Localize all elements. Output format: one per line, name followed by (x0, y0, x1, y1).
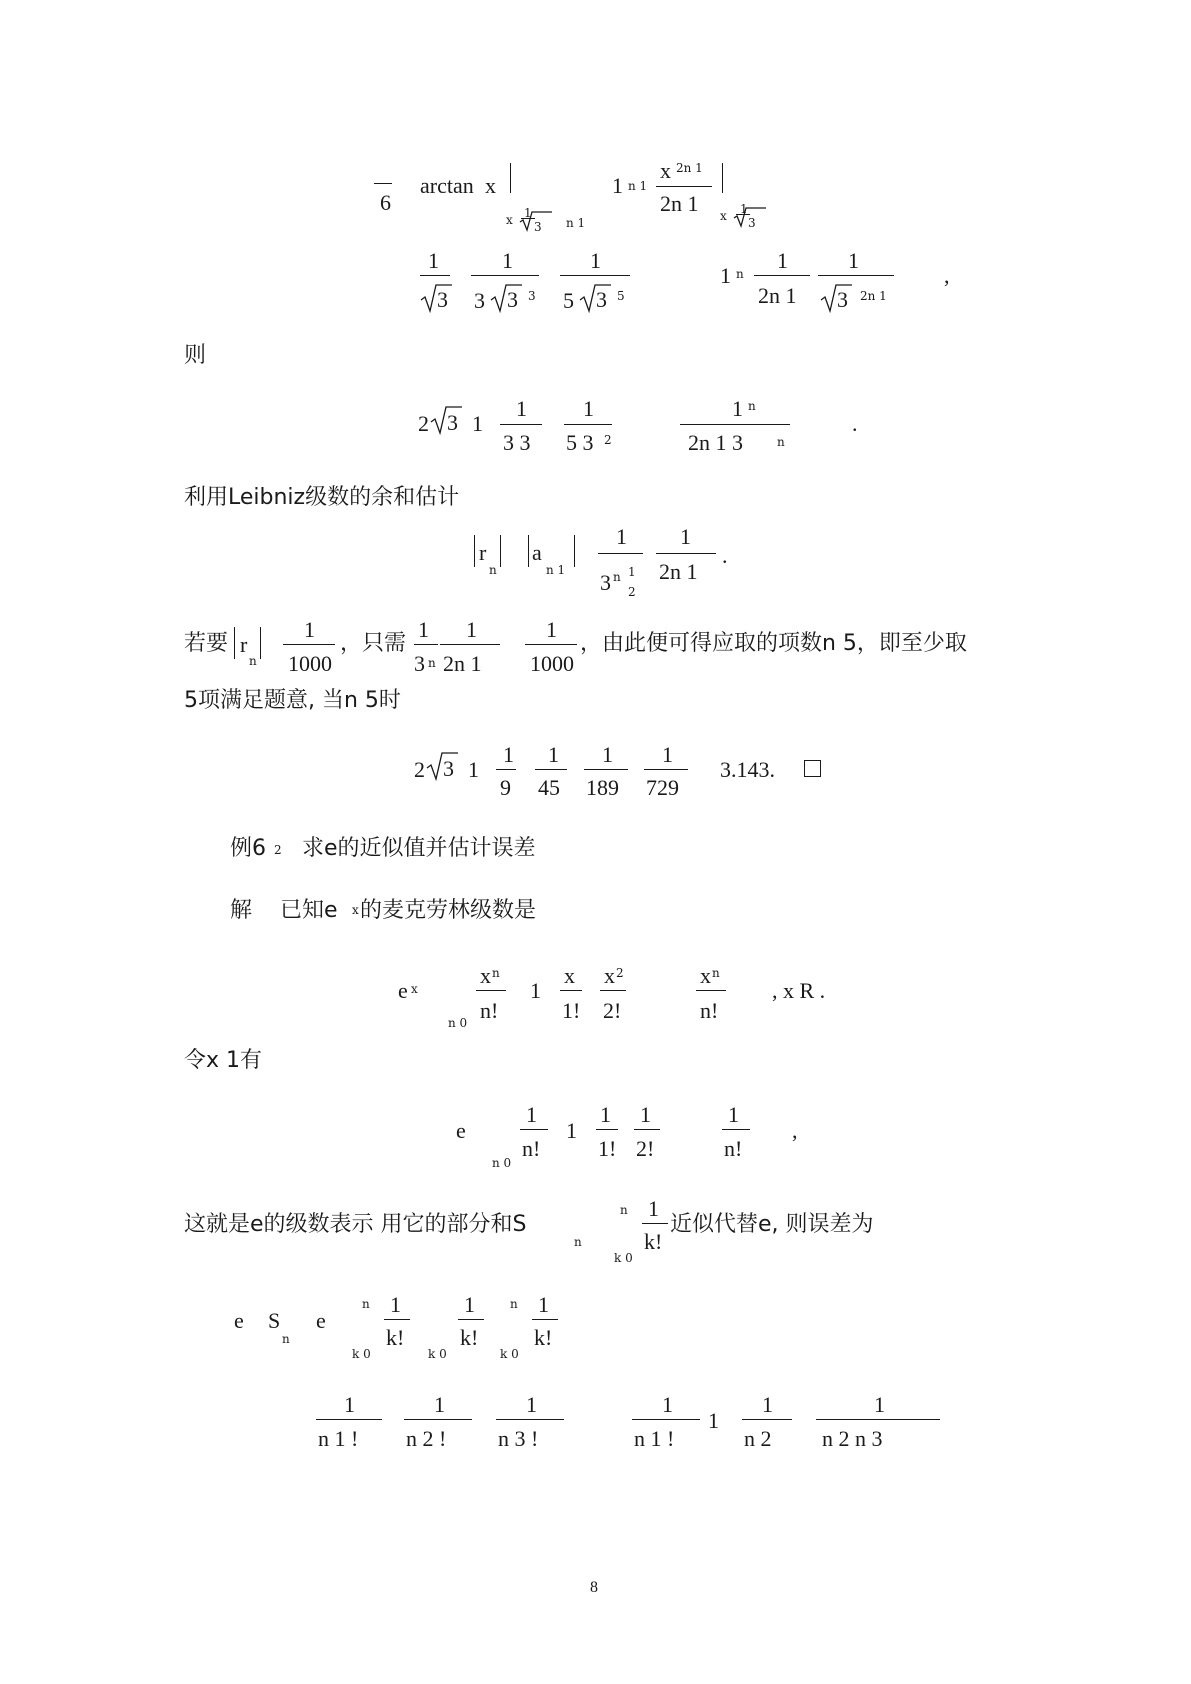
sum-lower-index: n 0 (492, 1156, 512, 1170)
frac-numerator: x (700, 963, 711, 988)
one: 1 (708, 1408, 719, 1433)
qed-square-icon (804, 760, 821, 777)
sum-lower-index: n 0 (448, 1016, 468, 1030)
frac-numerator: 1 (732, 396, 743, 421)
frac-denominator: n 3 ! (498, 1426, 539, 1451)
frac-denominator: n! (724, 1136, 743, 1161)
frac-numerator: 1 (503, 742, 514, 767)
text-ruoyao: 若要 (184, 631, 229, 656)
frac-denominator: 6 (380, 190, 391, 215)
frac-numerator: 1 (848, 248, 859, 273)
exponent-numerator: 1 (628, 565, 636, 579)
exponent: n (428, 656, 436, 670)
eval-radicand: 3 (534, 220, 542, 234)
text-error: 近似代替e, 则误差为 (670, 1212, 874, 1237)
frac-denominator: k! (460, 1325, 479, 1350)
e-symbol: e (398, 978, 408, 1003)
frac-denominator: n! (522, 1136, 541, 1161)
subscript: n (489, 563, 497, 577)
one: 1 (468, 757, 479, 782)
frac-denominator: 1! (562, 998, 581, 1023)
minus-one-base: 1 (720, 263, 731, 288)
frac-denominator: 1! (598, 1136, 617, 1161)
page-number: 8 (590, 1579, 598, 1596)
punctuation: . (722, 543, 728, 568)
example-text: 求e的近似值并估计误差 (302, 836, 536, 861)
punctuation: , (944, 263, 950, 288)
subscript: n 1 (546, 563, 566, 577)
e-symbol: e (316, 1308, 326, 1333)
sum-upper-index: n (362, 1297, 370, 1311)
frac-denominator: 3 (414, 651, 425, 676)
frac-numerator: x (564, 963, 575, 988)
coefficient: 2 (414, 757, 425, 782)
frac-denominator: 2n 1 3 (688, 430, 743, 455)
frac-denominator: 2! (603, 998, 622, 1023)
frac-denominator: k! (386, 1325, 405, 1350)
remainder-symbol: r (479, 540, 487, 565)
frac-denominator: n 2 (744, 1426, 772, 1451)
example-subnumber: 2 (274, 843, 282, 857)
frac-denominator: 2n 1 (443, 651, 482, 676)
frac-numerator: 1 (600, 1102, 611, 1127)
frac-numerator: 1 (516, 396, 527, 421)
frac-numerator: 1 (874, 1392, 885, 1417)
frac-numerator: 1 (662, 742, 673, 767)
exponent-denominator: 2 (628, 585, 636, 599)
frac-numerator: 1 (538, 1292, 549, 1317)
frac-numerator: 1 (548, 742, 559, 767)
domain-text: , x R . (772, 978, 826, 1003)
frac-numerator: x (660, 158, 671, 183)
superscript: x (411, 982, 418, 996)
exponent: 2n 1 (860, 289, 887, 303)
numerator-exponent: 2n 1 (676, 161, 703, 175)
frac-denominator: 3 3 (503, 430, 531, 455)
frac-denominator: k! (534, 1325, 553, 1350)
eval-radicand: 3 (748, 216, 756, 230)
solution-label: 解 (230, 898, 253, 923)
sum-upper-index: n (620, 1203, 628, 1217)
frac-numerator: 1 (434, 1392, 445, 1417)
frac-denominator: n! (700, 998, 719, 1023)
exponent: n (492, 966, 500, 980)
e-symbol: e (456, 1118, 466, 1143)
subscript: n (282, 1332, 290, 1346)
sum-lower-index: k 0 (500, 1347, 519, 1361)
frac-numerator: 1 (546, 617, 557, 642)
text-conclusion: ，由此便可得应取的项数n 5，即至少取 (580, 631, 967, 656)
radicand: 3 (596, 287, 607, 312)
arctan-text: arctan (420, 173, 474, 198)
frac-numerator: 1 (680, 524, 691, 549)
sum-lower-index: k 0 (352, 1347, 371, 1361)
coefficient: 5 (563, 288, 574, 313)
frac-denominator: k! (644, 1229, 663, 1254)
frac-numerator: 1 (602, 742, 613, 767)
frac-numerator: 1 (526, 1392, 537, 1417)
radicand: 3 (443, 756, 454, 781)
frac-numerator: 1 (304, 617, 315, 642)
frac-denominator: 2n 1 (660, 191, 699, 216)
punctuation: . (852, 411, 858, 436)
sum-lower-index: k 0 (428, 1347, 447, 1361)
sum-lower-index: k 0 (614, 1251, 633, 1265)
exponent: n (777, 435, 785, 449)
frac-numerator: 1 (428, 248, 439, 273)
subscript: n (574, 1235, 582, 1249)
e-symbol: e (234, 1308, 244, 1333)
eval-frac-numerator: 1 (740, 202, 748, 216)
eval-frac-numerator: 1 (524, 206, 532, 220)
frac-numerator: 1 (762, 1392, 773, 1417)
frac-denominator: 45 (538, 775, 560, 800)
frac-numerator: 1 (502, 248, 513, 273)
frac-denominator: 5 3 (566, 430, 594, 455)
frac-numerator: 1 (662, 1392, 673, 1417)
text-leibniz: 利用Leibniz级数的余和估计 (184, 485, 460, 510)
eval-at-x: x (506, 213, 513, 227)
frac-denominator: 1000 (288, 651, 332, 676)
frac-numerator: x (604, 963, 615, 988)
one: 1 (530, 978, 541, 1003)
frac-denominator: n 1 ! (318, 1426, 359, 1451)
frac-denominator: 2n 1 (758, 283, 797, 308)
frac-denominator: n 2 ! (406, 1426, 447, 1451)
term-symbol: a (532, 540, 542, 565)
minus-one-base: 1 (612, 173, 623, 198)
exponent: 2 (616, 966, 624, 980)
exponent: 5 (617, 289, 625, 303)
frac-numerator: 1 (466, 617, 477, 642)
solution-text: 已知e (280, 898, 338, 923)
radicand: 3 (447, 410, 458, 435)
text-series-repr: 这就是e的级数表示 用它的部分和S (184, 1212, 527, 1237)
frac-denominator: n! (480, 998, 499, 1023)
arctan-argument: x (485, 173, 496, 198)
coefficient: 3 (474, 288, 485, 313)
frac-denominator: 3 (600, 570, 611, 595)
frac-denominator: n 2 n 3 (822, 1426, 883, 1451)
exponent: n (748, 399, 756, 413)
exponent: n (613, 570, 621, 584)
punctuation: , (792, 1118, 798, 1143)
frac-denominator: 729 (646, 775, 679, 800)
frac-denominator: n 1 ! (634, 1426, 675, 1451)
radicand: 3 (837, 287, 848, 312)
superscript: x (352, 903, 359, 917)
frac-numerator: 1 (390, 1292, 401, 1317)
radicand: 3 (507, 287, 518, 312)
frac-numerator: x (480, 963, 491, 988)
frac-numerator: 1 (464, 1292, 475, 1317)
frac-numerator: 1 (728, 1102, 739, 1127)
minus-one-exponent: n (736, 267, 744, 281)
text-five-terms: 5项满足题意, 当n 5时 (184, 688, 401, 713)
exponent: n (712, 966, 720, 980)
exponent: 3 (528, 289, 536, 303)
frac-numerator: 1 (590, 248, 601, 273)
subscript: n (249, 654, 257, 668)
coefficient: 2 (418, 411, 429, 436)
frac-denominator: 1000 (530, 651, 574, 676)
partial-sum-symbol: S (268, 1308, 281, 1333)
text-let-x: 令x 1有 (184, 1048, 263, 1073)
frac-numerator: 1 (418, 617, 429, 642)
frac-denominator: 189 (586, 775, 619, 800)
frac-denominator: 2! (636, 1136, 655, 1161)
sum-upper-index: n (510, 1297, 518, 1311)
frac-numerator: 1 (583, 396, 594, 421)
frac-numerator: 1 (616, 524, 627, 549)
frac-numerator: 1 (648, 1196, 659, 1221)
minus-one-exponent: n 1 (628, 179, 648, 193)
frac-numerator: 1 (640, 1102, 651, 1127)
result-value: 3.143. (720, 757, 775, 782)
remainder-symbol: r (240, 632, 248, 657)
text-ze: 则 (184, 343, 207, 368)
text-zhixu: ，只需 (340, 631, 407, 656)
one: 1 (472, 411, 483, 436)
frac-numerator: 1 (344, 1392, 355, 1417)
frac-numerator: 1 (526, 1102, 537, 1127)
exponent: 2 (604, 433, 612, 447)
frac-denominator: 2n 1 (659, 559, 698, 584)
frac-numerator: 1 (777, 248, 788, 273)
frac-denominator: 9 (500, 775, 511, 800)
example-label: 例6 (230, 836, 266, 861)
solution-text: 的麦克劳林级数是 (360, 898, 537, 923)
one: 1 (566, 1118, 577, 1143)
eval-at-x: x (720, 209, 727, 223)
radicand: 3 (437, 287, 448, 312)
sum-lower-index: n 1 (566, 216, 586, 230)
